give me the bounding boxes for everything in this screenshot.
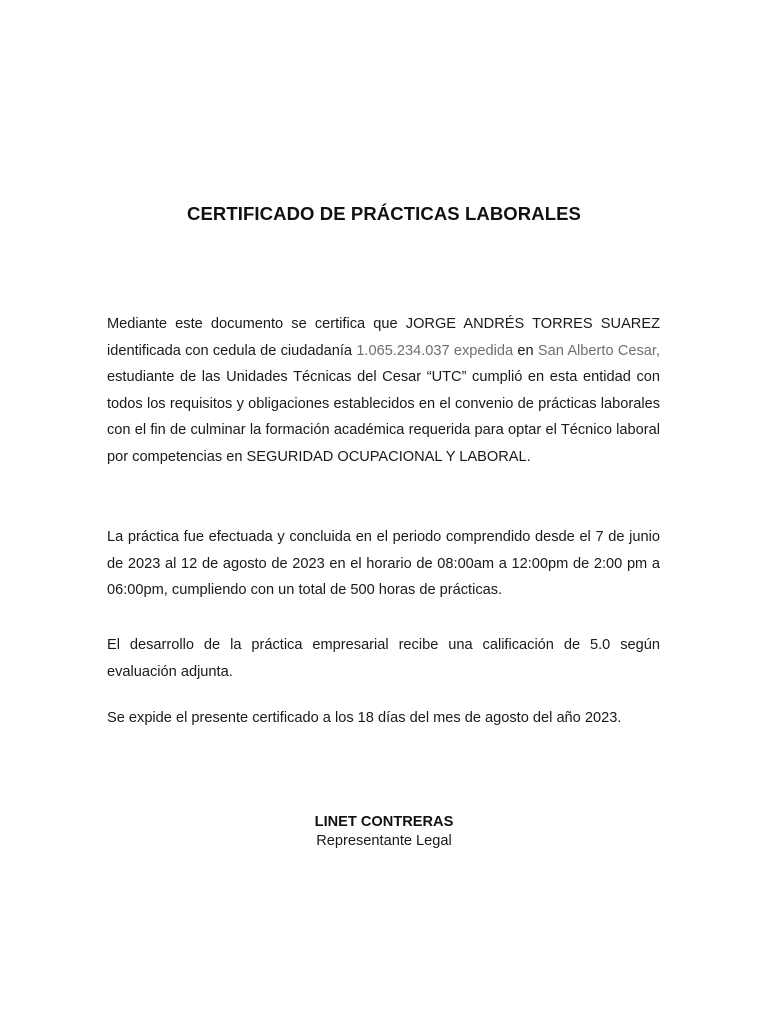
certification-paragraph — [107, 311, 660, 471]
certification-text-body: estudiante de las Unidades Técnicas del Cesar “UTC” cumplió en esta entidad con todos los requisitos y obligaciones establecidos en el convenio de prácticas laborales con el fin de culminar la formación académica requerida para optar el Técnico laboral por competencias en SEGURIDAD OCUPACIONAL Y LABORAL. — [107, 369, 660, 465]
id-number: 1.065.234.037 expedida — [356, 342, 514, 359]
grade-paragraph: El desarrollo de la práctica empresarial recibe una calificación de 5.0 según evaluación adjunta. — [107, 637, 660, 680]
document-title: CERTIFICADO DE PRÁCTICAS LABORALES — [187, 203, 581, 224]
signatory-name: LINET CONTRERAS — [314, 814, 454, 830]
certification-text-intro: Mediante este documento se certifica que JORGE ANDRÉS TORRES SUAREZ identificada con cedula de ciudadanía — [107, 316, 660, 359]
certification-text-connector: en — [513, 342, 538, 359]
issue-date-paragraph: Se expide el presente certificado a los 18 días del mes de agosto del año 2023. — [107, 710, 622, 726]
signatory-role: Representante Legal — [316, 833, 452, 849]
practice-period-paragraph: La práctica fue efectuada y concluida en el periodo comprendido desde el 7 de junio de 2023 al 12 de agosto de 2023 en el horario de 08:00am a 12:00pm de 2:00 pm a 06:00pm, cumpliendo con un total de 500 horas de prácticas. — [107, 529, 660, 599]
issue-place: San Alberto Cesar, — [537, 342, 661, 359]
signature-block — [0, 813, 768, 851]
